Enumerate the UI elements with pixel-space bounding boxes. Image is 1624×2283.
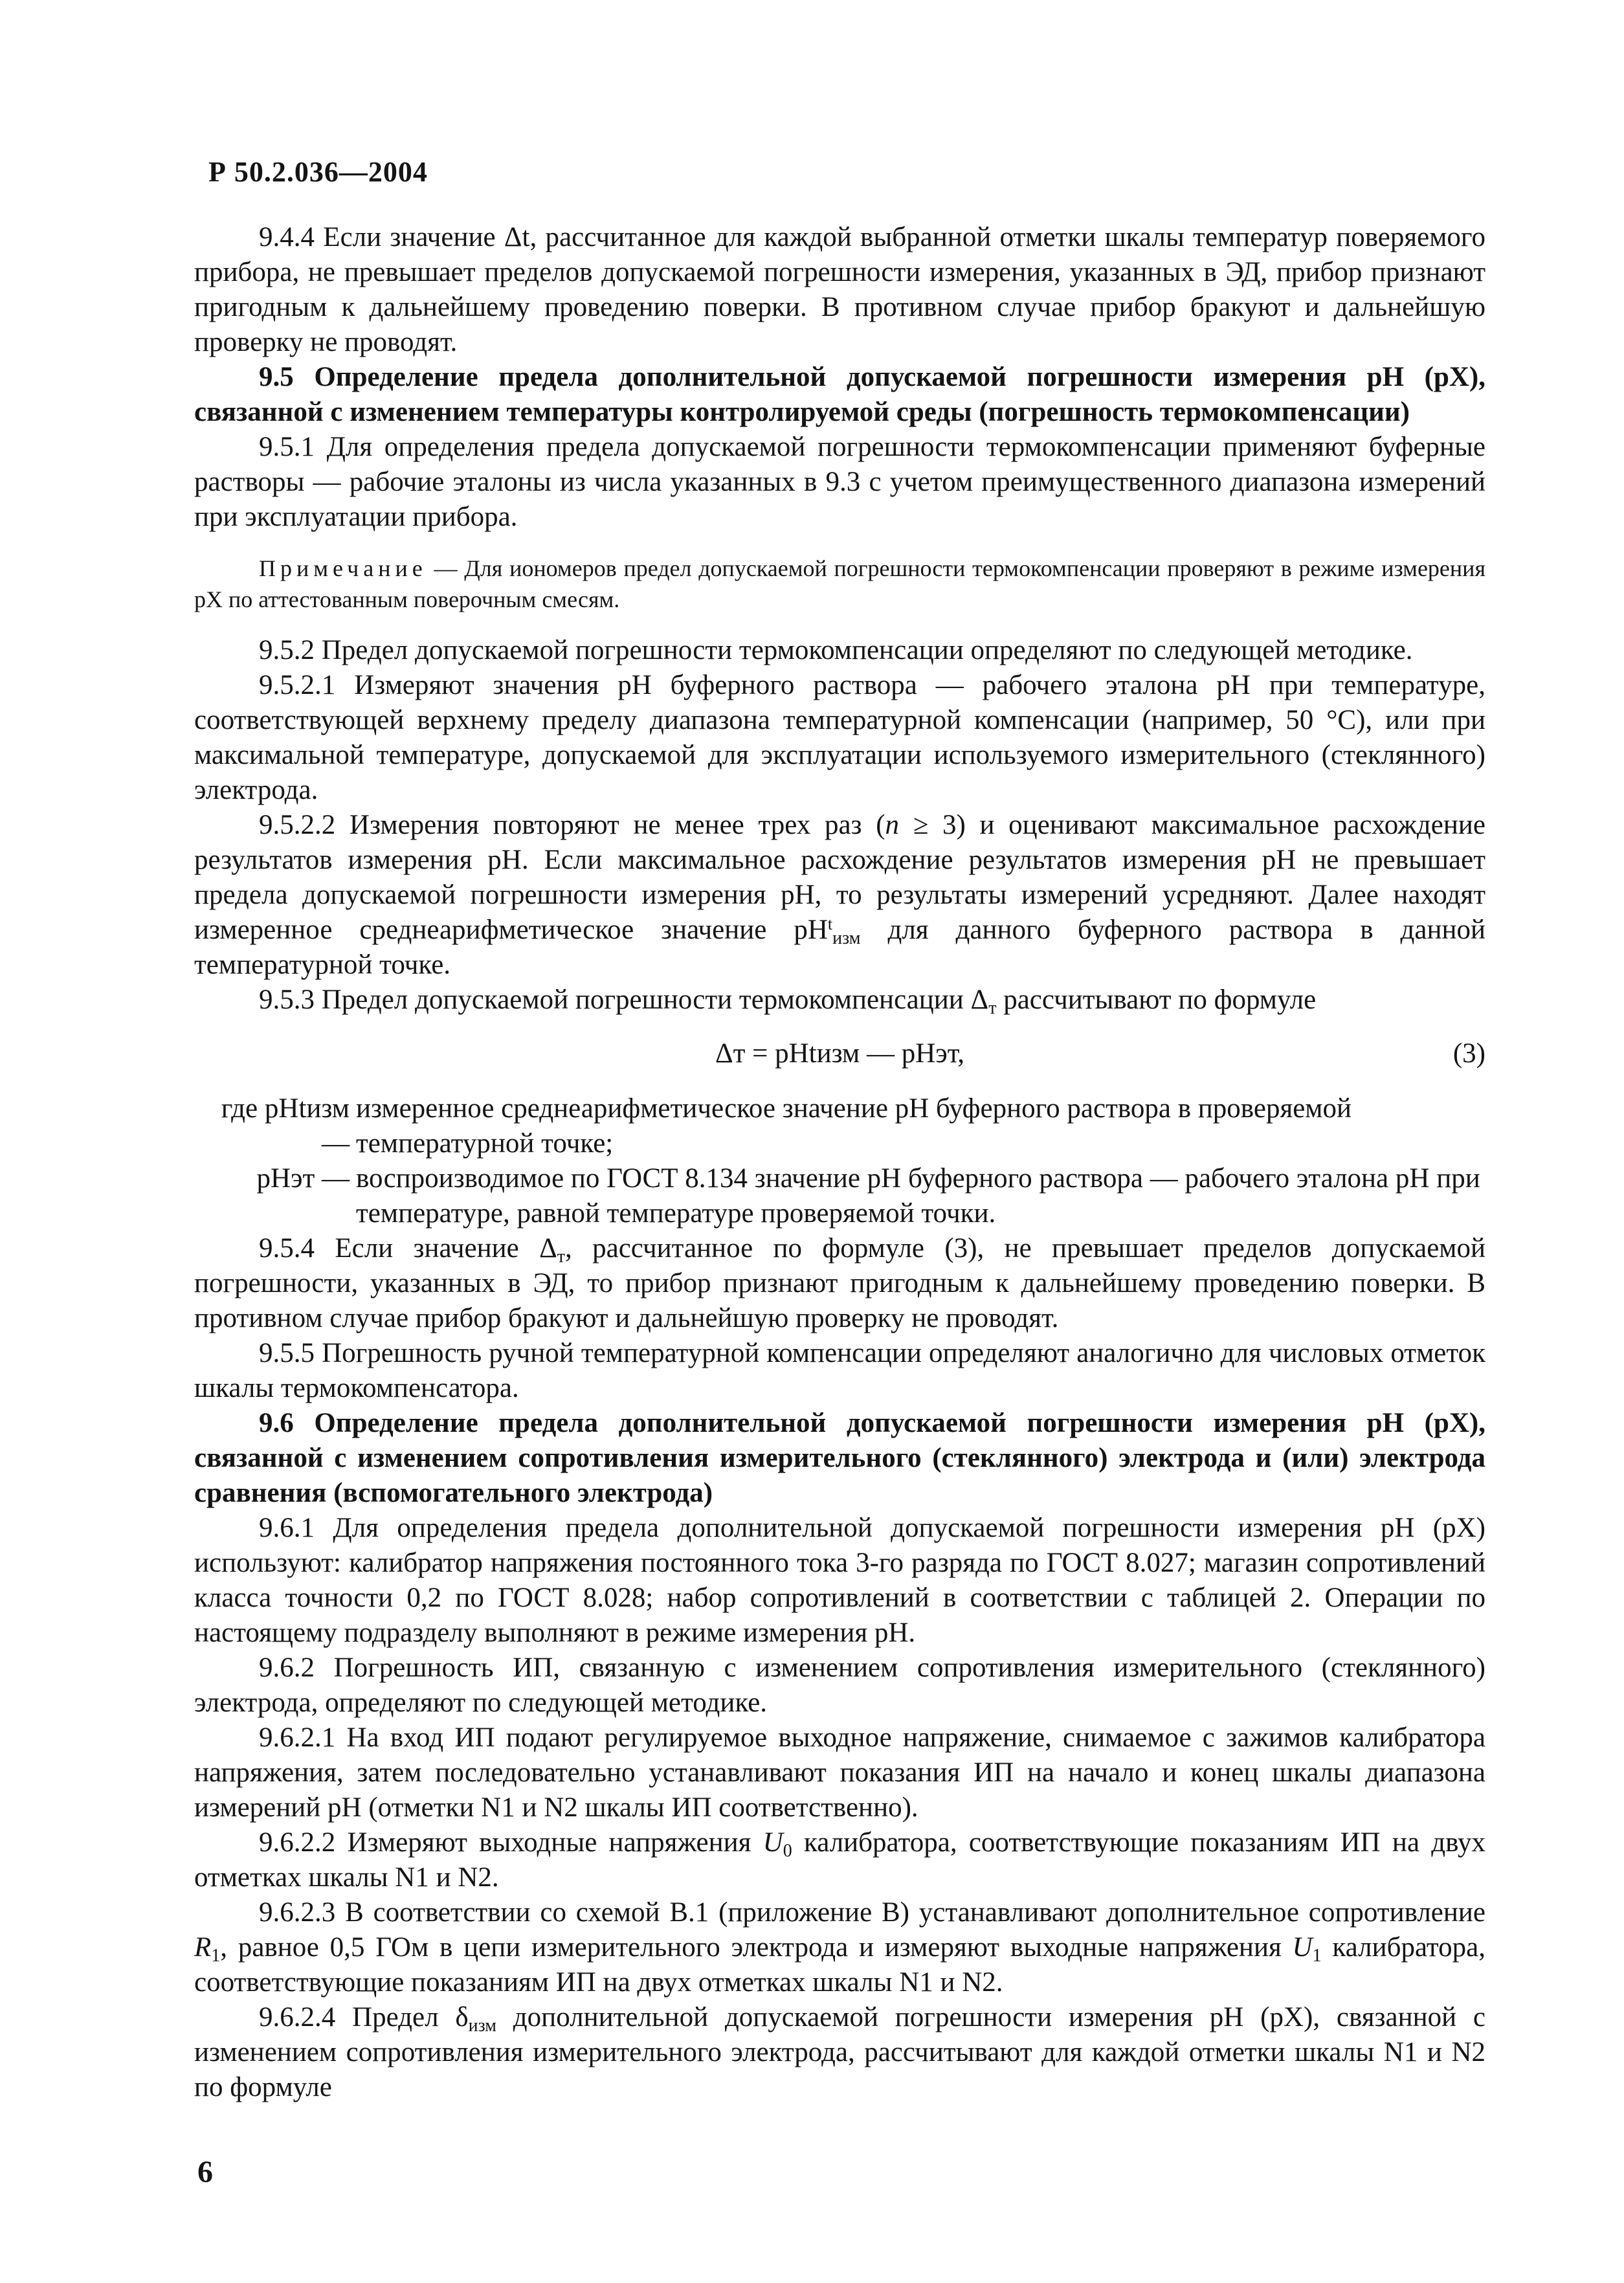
paragraph-9-5-1: 9.5.1 Для определения предела допускаемой погрешности термокомпенсации применяют буферные растворы — рабочие эталоны из числа указанных в 9.3 с учетом преимущественного диапазона измерений при эксплуатации прибора. [194,432,1485,532]
page-body [194,220,1485,2105]
paragraph-9-6-2: 9.6.2 Погрешность ИП, связанную с изменением сопротивления измерительного (стеклянного) электрода, определяют по следующей методике. [194,1653,1485,1718]
note-text: — Для иономеров предел допускаемой погрешности термокомпенсации проверяют в режиме измерения pX по аттестованным поверочным смесям. [194,555,1485,612]
paragraph-9-6-2-3: 9.6.2.3 В соответствии со схемой В.1 (приложение В) устанавливают дополнительное сопротивление $R_1$, равное 0,5 ГОм в цепи измерительного электрода и измеряют выходные напряжения $U_1$ калибратора, соответствующие показаниям ИП на двух отметках шкалы N1 и N2. [194,1897,1485,1998]
paragraph-9-6-2-2: 9.6.2.2 Измеряют выходные напряжения $U_0$ калибратора, соответствующие показаниям ИП на двух отметках шкалы N1 и N2. [194,1827,1485,1893]
where-term-1: где pHtизм — [221,1093,350,1159]
where-desc-2: воспроизводимое по ГОСТ 8.134 значение pH буферного раствора — рабочего эталона pH при температуре, равной температуре проверяемой точки. [356,1163,1480,1229]
paragraph-9-6-2-4: 9.6.2.4 Предел $\delta_{изм}$ дополнительной допускаемой погрешности измерения pH (pX), связанной с изменением сопротивления измерительного электрода, рассчитывают для каждой отметки шкалы N1 и N2 по формуле [194,2002,1485,2102]
where-term-2: pHэт — [256,1163,350,1194]
document-id: Р 50.2.036—2004 [208,156,428,188]
note [194,553,1485,615]
note-label: Примечание [259,555,427,581]
where-item-2 [194,1161,1485,1231]
paragraph-9-5-3: 9.5.3 Предел допускаемой погрешности термокомпенсации $\Delta_т$ рассчитывают по формуле [259,985,1317,1018]
where-desc-1: измеренное среднеарифметическое значение pH буферного раствора в проверяемой температурной точке; [356,1093,1352,1159]
paragraph-9-5-2-2: 9.5.2.2 Измерения повторяют не менее трех раз (n ≥ 3) и оценивают максимальное расхождение результатов измерения pH. Если максимальное расхождение результатов измерения pH не превышает предела допускаемой погрешности измерения pH, то результаты измерений усредняют. Далее находят измеренное среднеарифметическое значение $pH^t_{изм}$ для данного буферного раствора в данной температурной точке. [194,810,1486,980]
paragraph-9-5-5: 9.5.5 Погрешность ручной температурной компенсации определяют аналогично для числовых отметок шкалы термокомпенсатора. [194,1338,1485,1403]
paragraph-9-5-2: 9.5.2 Предел допускаемой погрешности термокомпенсации определяют по следующей методике. [259,635,1413,665]
paragraph-9-6-1: 9.6.1 Для определения предела дополнительной допускаемой погрешности измерения pH (pX) используют: калибратор напряжения постоянного тока 3-го разряда по ГОСТ 8.027; магазин сопротивлений класса точности 0,2 по ГОСТ 8.028; набор сопротивлений в соответствии с таблицей 2. Операции по настоящему подразделу выполняют в режиме измерения pH. [194,1513,1485,1648]
paragraph-9-6-2-1: 9.6.2.1 На вход ИП подают регулируемое выходное напряжение, снимаемое с зажимов калибратора напряжения, затем последовательно устанавливают показания ИП на начало и конец шкалы диапазона измерений pH (отметки N1 и N2 шкалы ИП соответственно). [194,1722,1485,1823]
page-number: 6 [197,2155,213,2189]
paragraph-9-5-4: 9.5.4 Если значение $\Delta_т$, рассчитанное по формуле (3), не превышает пределов допускаемой погрешности, указанных в ЭД, то прибор признают пригодным к дальнейшему проведению поверки. В противном случае прибор бракуют и дальнейшую проверку не проводят. [194,1233,1486,1333]
paragraph-9-4-4: 9.4.4 Если значение Δt, рассчитанное для каждой выбранной отметки шкалы температур поверяемого прибора, не превышает пределов допускаемой погрешности измерения, указанных в ЭД, прибор признают пригодным к дальнейшему проведению поверки. В противном случае прибор бракуют и дальнейшую проверку не проводят. [194,222,1485,357]
section-heading-9-6: 9.6 Определение предела дополнительной допускаемой погрешности измерения pH (pX), связанной с изменением сопротивления измерительного (стеклянного) электрода и (или) электрода сравнения (вспомогательного электрода) [194,1408,1485,1508]
formula-number: (3) [1452,1038,1485,1069]
paragraph-9-5-2-1: 9.5.2.1 Измеряют значения pH буферного раствора — рабочего эталона pH при температуре, соответствующей верхнему пределу диапазона температурной компенсации (например, 50 °С), или при максимальной температуре, допускаемой для эксплуатации используемого измерительного (стеклянного) электрода. [194,670,1485,805]
formula-3 [194,1023,1485,1085]
section-heading-9-5: 9.5 Определение предела дополнительной допускаемой погрешности измерения pH (pX), связанной с изменением температуры контролируемой среды (погрешность термокомпенсации) [194,362,1485,427]
where-item-1 [194,1091,1485,1161]
formula-expression: Δт = pHtизм — pHэт, [715,1038,965,1069]
